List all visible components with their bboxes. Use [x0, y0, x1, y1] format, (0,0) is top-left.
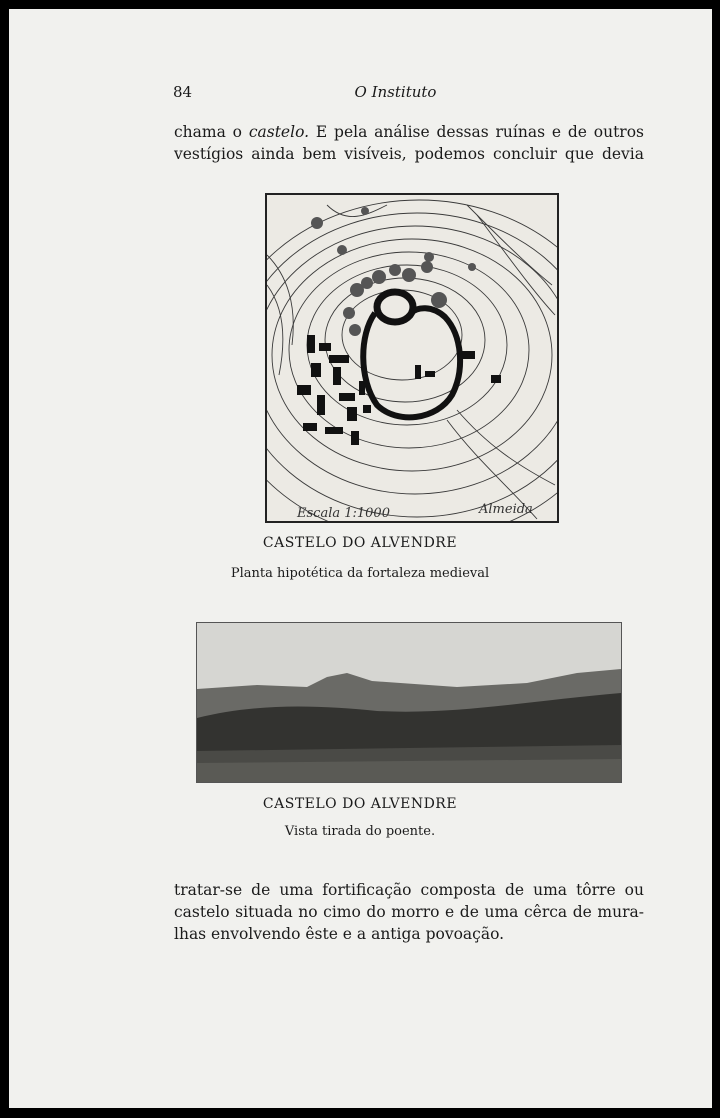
text-line: tratar-se de uma fortificação composta de uma tôrre ou [174, 881, 644, 899]
castle-plan-drawing [265, 193, 559, 523]
village-buildings [297, 335, 501, 445]
figure1-caption: Planta hipotética da fortaleza medieval [230, 566, 490, 581]
paragraph-top [174, 121, 644, 165]
figure1-title: CASTELO DO ALVENDRE [262, 535, 458, 551]
text-line: chama o castelo. E pela análise dessas ruínas e de outros [174, 123, 645, 141]
tree-clusters [311, 207, 476, 336]
figure2-title: CASTELO DO ALVENDRE [262, 796, 458, 812]
artist-signature: Almeida [479, 502, 533, 517]
book-page [9, 9, 712, 1108]
italic-term: castelo. [248, 123, 310, 141]
paragraph-bottom [174, 879, 644, 945]
text-line: vestígios ainda bem visíveis, podemos concluir que devia [174, 145, 644, 163]
castle-photograph [196, 622, 622, 783]
castle-tower [377, 292, 413, 322]
text-line: castelo situada no cimo do morro e de uma cêrca de mura- [174, 903, 644, 921]
scale-label: Escala 1:1000 [297, 506, 390, 521]
contour-lines [267, 200, 557, 521]
castle-wall [363, 308, 460, 417]
text-line: lhas envolvendo êste e a antiga povoação. [174, 925, 505, 943]
figure2-caption: Vista tirada do poente. [284, 824, 436, 839]
running-head: O Instituto [354, 83, 437, 101]
field-near [197, 759, 621, 782]
page-number: 84 [173, 83, 193, 101]
page-header [9, 75, 712, 105]
